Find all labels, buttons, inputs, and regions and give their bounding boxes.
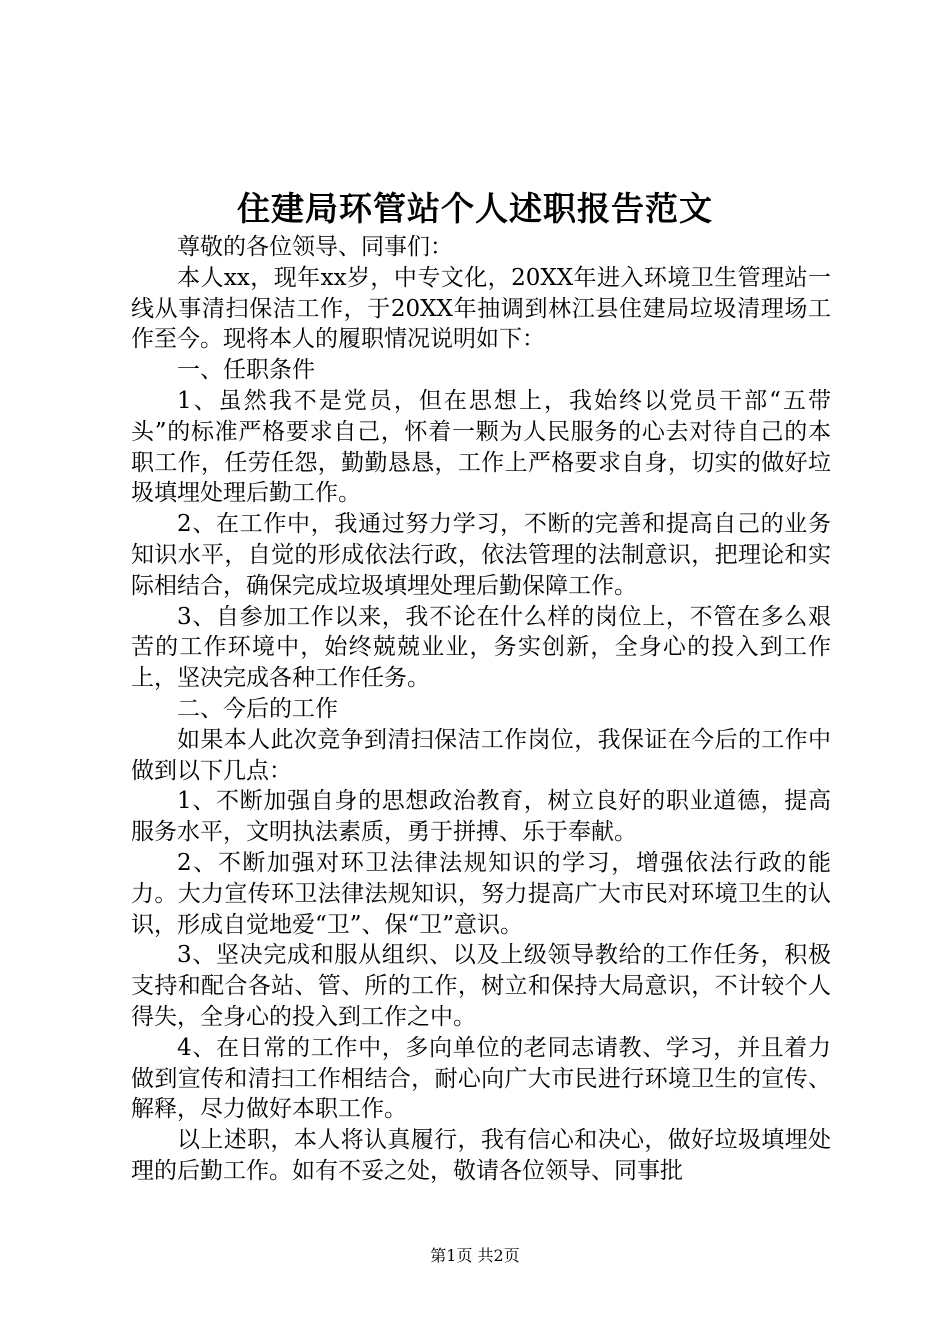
salutation: 尊敬的各位领导、同事们：: [177, 234, 453, 260]
intro-paragraph: 本人xx，现年xx岁，中专文化，20XX年进入环境卫生管理站一线从事清扫保洁工作，于20XX年抽调到林江县住建局垃圾清理场工作至今。现将本人的履职情况说明如下：: [131, 264, 831, 353]
future-item: 2、不断加强对环卫法律法规知识的学习，增强依法行政的能力。大力宣传环卫法律法规知识，努力提高广大市民对环境卫生的认识，形成自觉地爱“卫”、保“卫”意识。: [131, 849, 831, 938]
future-item: 1、不断加强自身的思想政治教育，树立良好的职业道德，提高服务水平，文明执法素质，勇于拼搏、乐于奉献。: [131, 788, 831, 846]
section-heading-future-work: 二、今后的工作: [177, 695, 338, 722]
section-heading-qualifications: 一、任职条件: [177, 357, 315, 384]
qualification-item: 3、自参加工作以来，我不论在什么样的岗位上，不管在多么艰苦的工作环境中，始终兢兢业业，务实创新，全身心的投入到工作上，坚决完成各种工作任务。: [131, 603, 831, 692]
future-item: 4、在日常的工作中，多向单位的老同志请教、学习，并且着力做到宣传和清扫工作相结合，耐心向广大市民进行环境卫生的宣传、解释，尽力做好本职工作。: [131, 1034, 831, 1123]
future-intro-paragraph: 如果本人此次竞争到清扫保洁工作岗位，我保证在今后的工作中做到以下几点：: [131, 726, 831, 784]
closing-paragraph: 以上述职，本人将认真履行，我有信心和决心，做好垃圾填埋处理的后勤工作。如有不妥之处，敬请各位领导、同事批: [131, 1127, 831, 1184]
qualification-item: 1、虽然我不是党员，但在思想上，我始终以党员干部“五带头”的标准严格要求自己，怀着一颗为人民服务的心去对待自己的本职工作，任劳任怨，勤勤恳恳，工作上严格要求自身，切实的做好垃圾填埋处理后勤工作。: [131, 387, 831, 507]
document-title: 住建局环管站个人述职报告范文: [237, 189, 713, 228]
document-body: [131, 232, 831, 1187]
page-number-footer: 第1页 共2页: [430, 1246, 520, 1265]
future-item: 3、坚决完成和服从组织、以及上级领导教给的工作任务，积极支持和配合各站、管、所的工作，树立和保持大局意识，不计较个人得失，全身心的投入到工作之中。: [131, 942, 831, 1030]
qualification-item: 2、在工作中，我通过努力学习，不断的完善和提高自己的业务知识水平，自觉的形成依法行政，依法管理的法制意识，把理论和实际相结合，确保完成垃圾填埋处理后勤保障工作。: [131, 511, 831, 599]
